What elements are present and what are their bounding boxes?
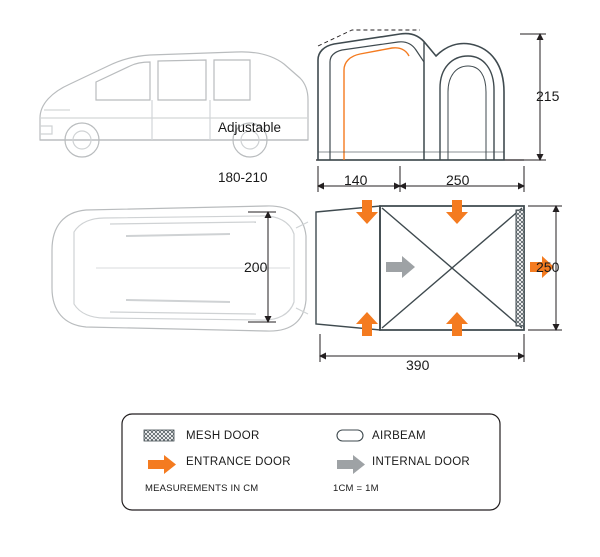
awning-side-elevation [316, 30, 524, 160]
adjustable-label [218, 86, 281, 221]
legend-label-internal-door: INTERNAL DOOR [372, 456, 471, 468]
dim-label-front-depth-right: 250 [446, 172, 470, 188]
dim-label-front-depth-left: 140 [344, 172, 368, 188]
van-plan-view [52, 206, 308, 331]
legend-swatch-mesh [144, 430, 174, 441]
dim-label-plan-vehicle-width: 200 [244, 259, 268, 275]
legend-label-airbeam: AIRBEAM [372, 430, 426, 442]
adjustable-label-line1: Adjustable [218, 119, 282, 135]
internal-door-arrow [386, 256, 415, 278]
dim-label-plan-width: 390 [406, 357, 430, 373]
legend-footnote-measurements: MEASUREMENTS IN CM [145, 483, 259, 494]
legend-swatch-airbeam [337, 430, 363, 441]
legend-label-mesh-door: MESH DOOR [186, 430, 260, 442]
legend-label-entrance-door: ENTRANCE DOOR [186, 456, 291, 468]
dim-label-side-height: 215 [536, 88, 560, 104]
legend-footnote-scale: 1CM = 1M [333, 483, 379, 494]
adjustable-label-line2: 180-210 [218, 170, 268, 186]
dim-label-plan-depth: 250 [536, 259, 560, 275]
awning-plan-view [316, 206, 524, 330]
